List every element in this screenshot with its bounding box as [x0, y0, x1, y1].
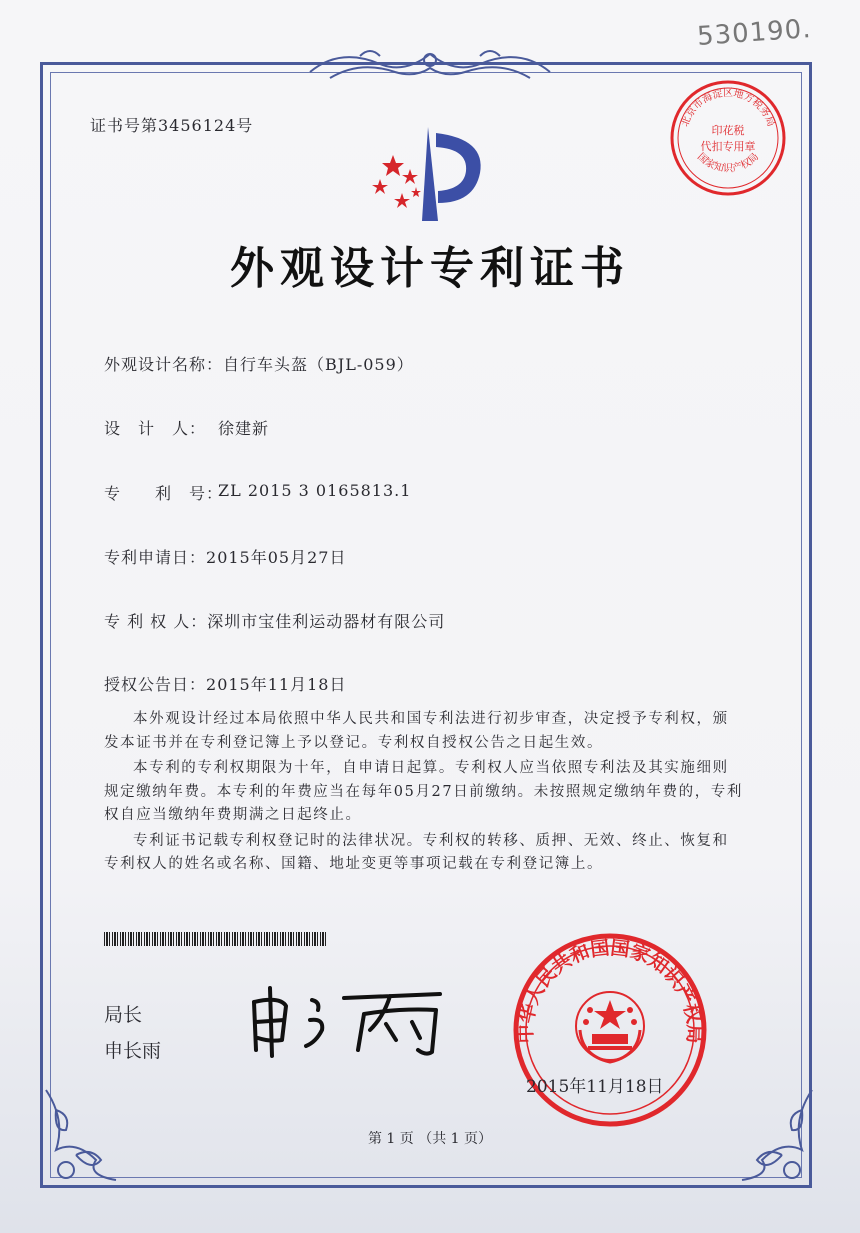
sipo-official-seal [510, 930, 710, 1130]
body-paragraph: 本外观设计经过本局依照中华人民共和国专利法进行初步审查，决定授予专利权，颁发本证书并在专利登记簿上予以登记。专利权自授权公告之日起生效。 [104, 711, 729, 751]
field-value: 2015年11月18日 [206, 675, 347, 694]
field-grant-date [104, 672, 346, 695]
director-signature [240, 980, 460, 1060]
sipo-logo-icon [358, 125, 488, 225]
handwritten-note: 530190. [696, 14, 813, 52]
barcode [104, 932, 326, 946]
page-footer: 第 1 页 （共 1 页） [367, 1131, 493, 1147]
national-emblem-icon [576, 992, 644, 1062]
field-design-name [104, 352, 414, 375]
field-value: 徐建新 [218, 419, 270, 438]
seal-ring-text: 北京市海淀区地方税务局 [679, 88, 777, 129]
field-designer [104, 416, 269, 439]
field-label: 专 利 号： [104, 484, 224, 503]
field-label: 授权公告日： [104, 675, 207, 694]
field-value: 自行车头盔（BJL-059） [223, 355, 414, 374]
field-value: ZL 2015 3 0165813.1 [218, 481, 412, 500]
director-title: 局长 [104, 1004, 143, 1026]
seal-center-text: 代扣专用章 [700, 140, 756, 153]
field-patentee [104, 609, 445, 632]
field-label: 专 利 权 人： [104, 612, 208, 631]
field-label: 专利申请日： [104, 548, 207, 567]
field-label: 设 计 人： [104, 419, 207, 438]
stamp-duty-seal [668, 78, 788, 198]
body-paragraph: 本专利的专利权期限为十年，自申请日起算。专利权人应当依照专利法及其实施细则规定缴纳年费。本专利的年费应当在每年05月27日前缴纳。未按照规定缴纳年费的，专利权自应当缴纳年费期满之日起终止。 [104, 760, 743, 823]
field-value: 2015年05月27日 [206, 548, 347, 567]
seal-ring-text: 中华人民共和国国家知识产权局 [514, 936, 706, 1044]
top-ornament [300, 42, 560, 86]
field-application-date [104, 545, 346, 568]
seal-bottom-text: 国家知识产权局 [694, 151, 762, 175]
certificate-number: 证书号第3456124号 [90, 116, 254, 135]
body-paragraph: 专利证书记载专利权登记时的法律状况。专利权的转移、质押、无效、终止、恢复和专利权人的姓名或名称、国籍、地址变更等事项记载在专利登记簿上。 [104, 832, 729, 872]
certificate-body [104, 708, 744, 879]
seal-date: 2015年11月18日 [526, 1077, 664, 1097]
director-name: 申长雨 [104, 1040, 162, 1062]
field-patent-number [104, 481, 411, 504]
field-label: 外观设计名称： [104, 355, 224, 374]
seal-center-text: 印花税 [711, 124, 745, 137]
field-value: 深圳市宝佳利运动器材有限公司 [207, 612, 446, 631]
certificate-title: 外观设计专利证书 [230, 243, 630, 294]
